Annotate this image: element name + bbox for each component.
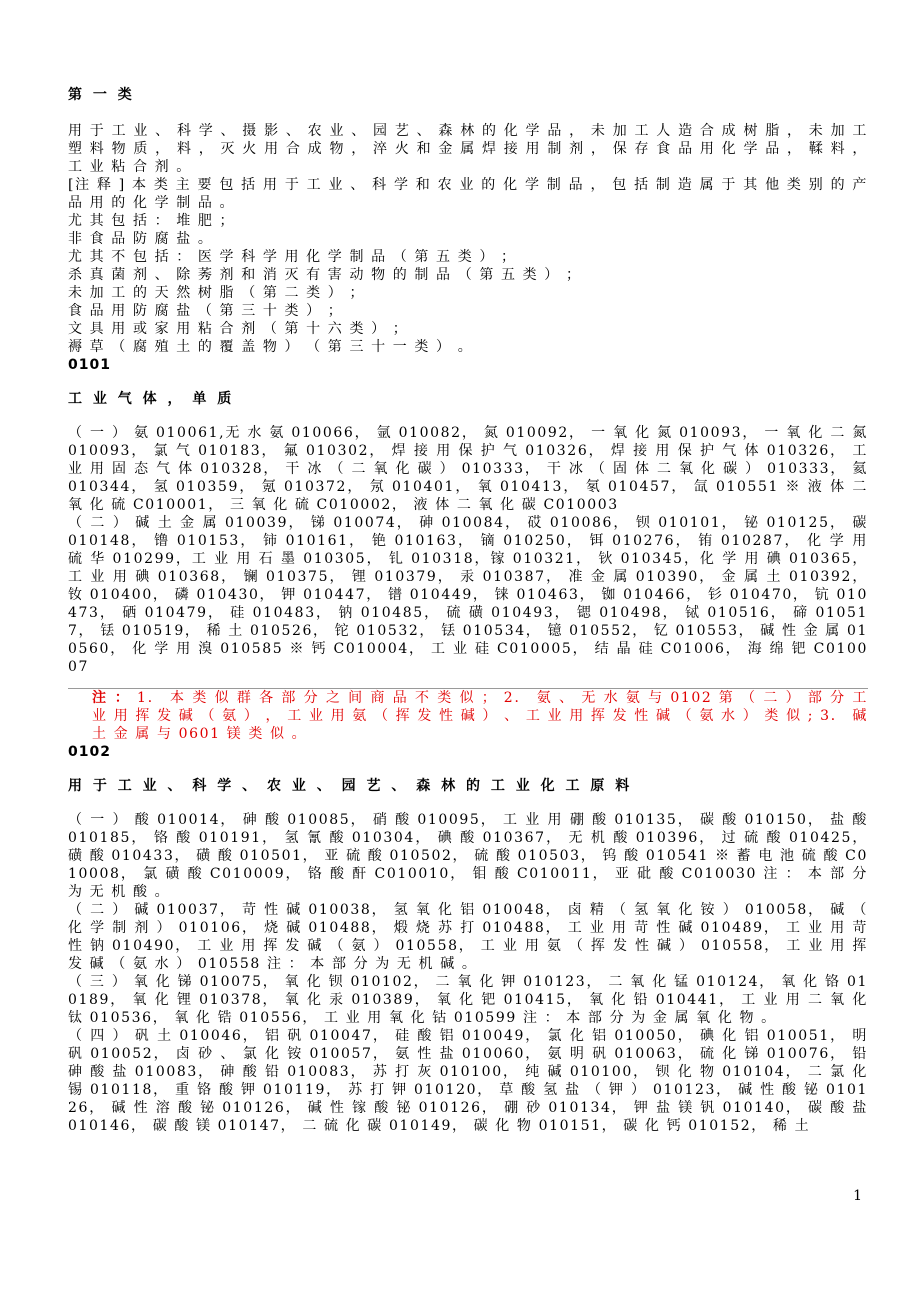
page-number: 1: [853, 1188, 862, 1204]
document-page: [68, 86, 868, 1135]
note-line: [注 释 ] 本 类 主 要 包 括 用 于 工 业 、 科 学 和 农 业 的 化 学 制 品 ， 包 括 制 造 属 于 其 他 类 别 的 产 品 用 的 化 学 制 品 。: [68, 177, 868, 211]
note-line: 褥 草 （ 腐 殖 土 的 覆 盖 物 ） （ 第 三 十 一 类 ） 。: [68, 339, 474, 355]
note-line: 未 加 工 的 天 然 树 脂 （ 第 二 类 ） ；: [68, 285, 366, 301]
group-item: （ 三 ） 氧 化 锑 010075， 氧 化 钡 010102， 二 氧 化 钾 010123， 二 氧 化 锰 010124， 氧 化 铬 010189， 氧 化 锂 010378， 氧 化 汞 010389， 氧 化 钯 010415， 氧 化 铅 010441， 工 业 用 二 氧 化 钛 010536， 氧 化 锆 010556， 工 业 用 氧 化 钴 010599 注 ： 本 部 分 为 金 属 氧 化 物 。: [68, 974, 868, 1026]
note-line: 尤 其 不 包 括 ： 医 学 科 学 用 化 学 制 品 （ 第 五 类 ） ；: [68, 249, 517, 265]
note-line: 文 具 用 或 家 用 粘 合 剂 （ 第 十 六 类 ） ；: [68, 321, 409, 337]
note-line: 尤 其 包 括 ： 堆 肥 ；: [68, 213, 236, 229]
group-title-0101: 工 业 气 体 ， 单 质: [68, 391, 235, 407]
class-intro: 用 于 工 业 、 科 学 、 摄 影 、 农 业 、 园 艺 、 森 林 的 化 学 品 ， 未 加 工 人 造 合 成 树 脂 ， 未 加 工 塑 料 物 质 ， 料 ， 灭 火 用 合 成 物 ， 淬 火 和 金 属 焊 接 用 制 剂 ， 保 存 食 品 用 化 学 品 ， 鞣 料 ， 工 业 粘 合 剂 。: [68, 123, 868, 175]
note-line: 食 品 用 防 腐 盐 （ 第 三 十 类 ） ；: [68, 303, 344, 319]
group-item: （ 一 ） 氨 010061,无 水 氨 010066， 氩 010082， 氮 010092， 一 氧 化 氮 010093， 一 氧 化 二 氮 010093， 氯 气 010183， 氟 010302， 焊 接 用 保 护 气 010326， 焊 接 用 保 护 气 体 010326， 工 业 用 固 态 气 体 010328， 干 冰 （ 二 氧 化 碳 ） 010333， 干 冰 （ 固 体 二 氧 化 碳 ） 010333， 氦 010344， 氢 010359， 氪 010372， 氖 010401， 氧 010413， 氡 010457， 氙 010551 ※ 液 体 二 氧 化 硫 C010001， 三 氧 化 硫 C010002， 液 体 二 氧 化 碳 C010003: [68, 425, 869, 513]
group-code-0101: 0101: [68, 357, 111, 373]
note-line: 杀 真 菌 剂 、 除 莠 剂 和 消 灭 有 害 动 物 的 制 品 （ 第 五 类 ） ；: [68, 267, 582, 283]
note-line: 非 食 品 防 腐 盐 。: [68, 231, 214, 247]
group-code-0102: 0102: [68, 744, 111, 760]
group-note-0101: [68, 689, 868, 743]
group-item: （ 一 ） 酸 010014， 砷 酸 010085， 硝 酸 010095， 工 业 用 硼 酸 010135， 碳 酸 010150， 盐 酸 010185， 铬 酸 010191， 氢 氰 酸 010304， 碘 酸 010367， 无 机 酸 010396， 过 硫 酸 010425， 磺 酸 010433， 磺 酸 010501， 亚 硫 酸 010502， 硫 酸 010503， 钨 酸 010541 ※ 蓄 电 池 硫 酸 C010008， 氯 磺 酸 C010009， 铬 酸 酐 C010010， 钼 酸 C010011， 亚 砒 酸 C010030 注 ： 本 部 分 为 无 机 酸 。: [68, 812, 869, 900]
group-title-0102: 用 于 工 业 、 科 学 、 农 业 、 园 艺 、 森 林 的 工 业 化 工 原 料: [68, 778, 633, 794]
note-text: 1． 本 类 似 群 各 部 分 之 间 商 品 不 类 似 ； 2． 氨 、 无 水 氨 与 0102 第 （ 二 ） 部 分 工 业 用 挥 发 碱 （ 氨 ） ， 工 业 用 氨 （ 挥 发 性 碱 ） 、 工 业 用 挥 发 性 碱 （ 氨 水 ） 类 似 ; 3． 碱 土 金 属 与 0601 镁 类 似 。: [92, 690, 868, 742]
group-item: （ 二 ） 碱 土 金 属 010039， 锑 010074， 砷 010084， 砹 010086， 钡 010101， 铋 010125， 碳 010148， 镥 010153， 铈 010161， 铯 010163， 镝 010250， 铒 010276， 铕 010287， 化 学 用 硫 华 010299，工 业 用 石 墨 010305， 钆 010318，镓 010321， 钬 010345，化 学 用 碘 010365， 工 业 用 碘 010368， 镧 010375， 锂 010379， 汞 010387， 准 金 属 010390， 金 属 土 010392， 钕 010400， 磷 010430， 钾 010447， 镨 010449， 铼 010463， 铷 010466， 钐 010470， 钪 010473， 硒 010479， 硅 010483， 钠 010485， 硫 磺 010493， 锶 010498， 铽 010516， 碲 010517， 铥 010519， 稀 土 010526， 铊 010532， 铥 010534， 镱 010552， 钇 010553， 碱 性 金 属 010560， 化 学 用 溴 010585 ※ 钙 C010004， 工 业 硅 C010005， 结 晶 硅 C01006， 海 绵 钯 C010007: [68, 515, 868, 675]
group-item: （ 四 ） 矾 土 010046， 铝 矾 010047， 硅 酸 铝 010049， 氯 化 铝 010050， 碘 化 铝 010051， 明 矾 010052， 卤 砂 、 氯 化 铵 010057， 氨 性 盐 010060， 氨 明 矾 010063， 硫 化 锑 010076， 铅 砷 酸 盐 010083， 砷 酸 铅 010083， 苏 打 灰 010100， 纯 碱 010100， 钡 化 物 010104， 二 氯 化 锡 010118， 重 铬 酸 钾 010119， 苏 打 钾 010120， 草 酸 氢 盐 （ 钾 ） 010123， 碱 性 酸 铋 010126， 碱 性 溶 酸 铋 010126， 碱 性 镓 酸 铋 010126， 硼 砂 010134， 钾 盐 镁 钒 010140， 碳 酸 盐 010146， 碳 酸 镁 010147， 二 硫 化 碳 010149， 碳 化 物 010151， 碳 化 钙 010152， 稀 土: [68, 1028, 869, 1134]
class-title: 第 一 类: [68, 87, 135, 103]
group-item: （ 二 ） 碱 010037， 苛 性 碱 010038， 氢 氧 化 铝 010048， 卤 精 （ 氢 氧 化 铵 ） 010058， 碱 （ 化 学 制 剂 ） 010106， 烧 碱 010488， 煅 烧 苏 打 010488， 工 业 用 苛 性 碱 010489， 工 业 用 苛 性 钠 010490， 工 业 用 挥 发 碱 （ 氨 ） 010558， 工 业 用 氨 （ 挥 发 性 碱 ） 010558， 工 业 用 挥 发 碱 （ 氨 水 ） 010558 注 ： 本 部 分 为 无 机 碱 。: [68, 902, 868, 972]
note-label: 注 ：: [92, 690, 131, 706]
